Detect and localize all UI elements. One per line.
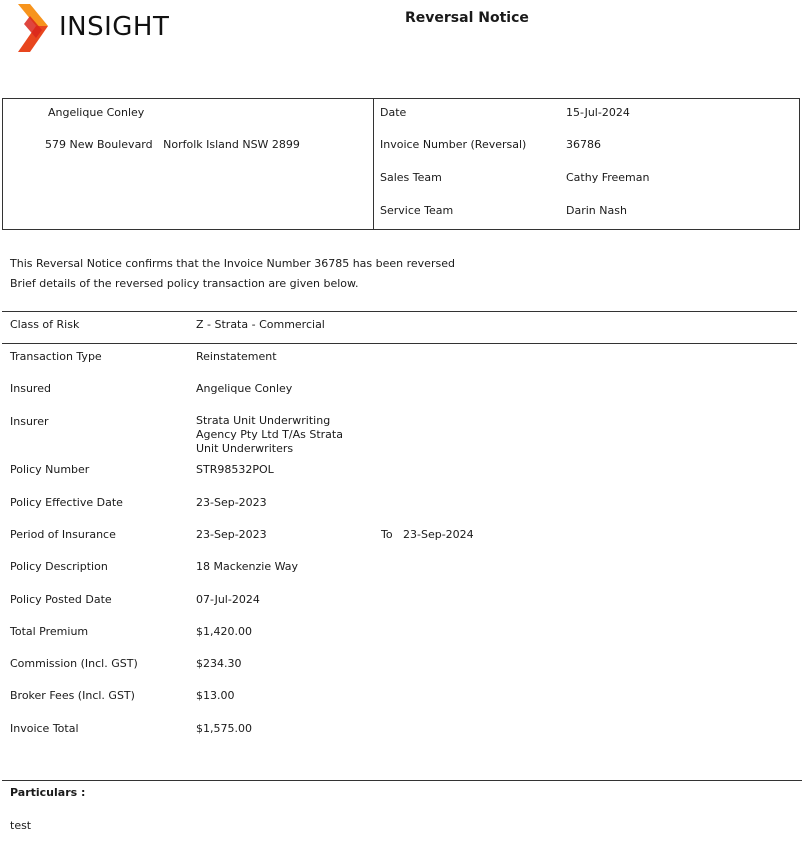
row-value-commission: $234.30 [196, 657, 242, 670]
row-label-insurer: Insurer [10, 415, 49, 428]
row-value-transaction-type: Reinstatement [196, 350, 277, 363]
intro-line-2: Brief details of the reversed policy transaction are given below. [10, 277, 359, 290]
row-label-class-of-risk: Class of Risk [10, 318, 80, 331]
row-label-insured: Insured [10, 382, 51, 395]
row-value-insurer: Strata Unit Underwriting Agency Pty Ltd T/As Strata Unit Underwriters [196, 414, 343, 455]
row-label-policy-effective-date: Policy Effective Date [10, 496, 123, 509]
row-label-broker-fees: Broker Fees (Incl. GST) [10, 689, 135, 702]
document-title: Reversal Notice [405, 10, 529, 26]
row-label-period-of-insurance: Period of Insurance [10, 528, 116, 541]
brand-name: INSIGHT [59, 12, 170, 42]
table-top-rule [2, 311, 797, 312]
row-value-policy-description: 18 Mackenzie Way [196, 560, 299, 573]
detail-value-service-team: Darin Nash [566, 204, 627, 217]
intro-line-1 [10, 257, 455, 270]
intro-prefix: This Reversal Notice confirms that the Invoice Number [10, 257, 315, 270]
row-label-invoice-total: Invoice Total [10, 722, 79, 735]
row-value-period-end: 23-Sep-2024 [403, 528, 474, 541]
row-value-broker-fees: $13.00 [196, 689, 235, 702]
recipient-address: 579 New Boulevard Norfolk Island NSW 2899 [45, 138, 300, 151]
detail-label-date: Date [380, 106, 407, 119]
detail-value-date: 15-Jul-2024 [566, 106, 630, 119]
row-label-policy-number: Policy Number [10, 463, 90, 476]
row-period-to-label: To [381, 528, 393, 541]
particulars-rule [2, 780, 802, 781]
insight-logo-icon [14, 4, 50, 52]
row-label-total-premium: Total Premium [10, 625, 89, 638]
detail-label-invoice: Invoice Number (Reversal) [380, 138, 527, 151]
row-label-commission: Commission (Incl. GST) [10, 657, 138, 670]
row-label-policy-description: Policy Description [10, 560, 108, 573]
row-value-total-premium: $1,420.00 [196, 625, 252, 638]
recipient-name: Angelique Conley [48, 106, 145, 119]
row-value-period-start: 23-Sep-2023 [196, 528, 267, 541]
brand-logo [14, 4, 194, 54]
row-value-insured: Angelique Conley [196, 382, 293, 395]
row-value-policy-number: STR98532POL [196, 463, 274, 476]
detail-label-service-team: Service Team [380, 204, 454, 217]
row-value-class-of-risk: Z - Strata - Commercial [196, 318, 325, 331]
intro-suffix: has been reversed [349, 257, 455, 270]
row-label-policy-posted-date: Policy Posted Date [10, 593, 112, 606]
header-divider [373, 98, 374, 230]
detail-value-sales-team: Cathy Freeman [566, 171, 650, 184]
detail-label-sales-team: Sales Team [380, 171, 442, 184]
row-label-transaction-type: Transaction Type [10, 350, 102, 363]
particulars-text: test [10, 819, 32, 832]
reversed-invoice-number: 36785 [314, 257, 350, 270]
row-value-invoice-total: $1,575.00 [196, 722, 252, 735]
particulars-heading: Particulars : [10, 786, 86, 799]
table-header-rule [2, 343, 797, 344]
row-value-policy-effective-date: 23-Sep-2023 [196, 496, 267, 509]
row-value-policy-posted-date: 07-Jul-2024 [196, 593, 260, 606]
detail-value-invoice: 36786 [566, 138, 601, 151]
